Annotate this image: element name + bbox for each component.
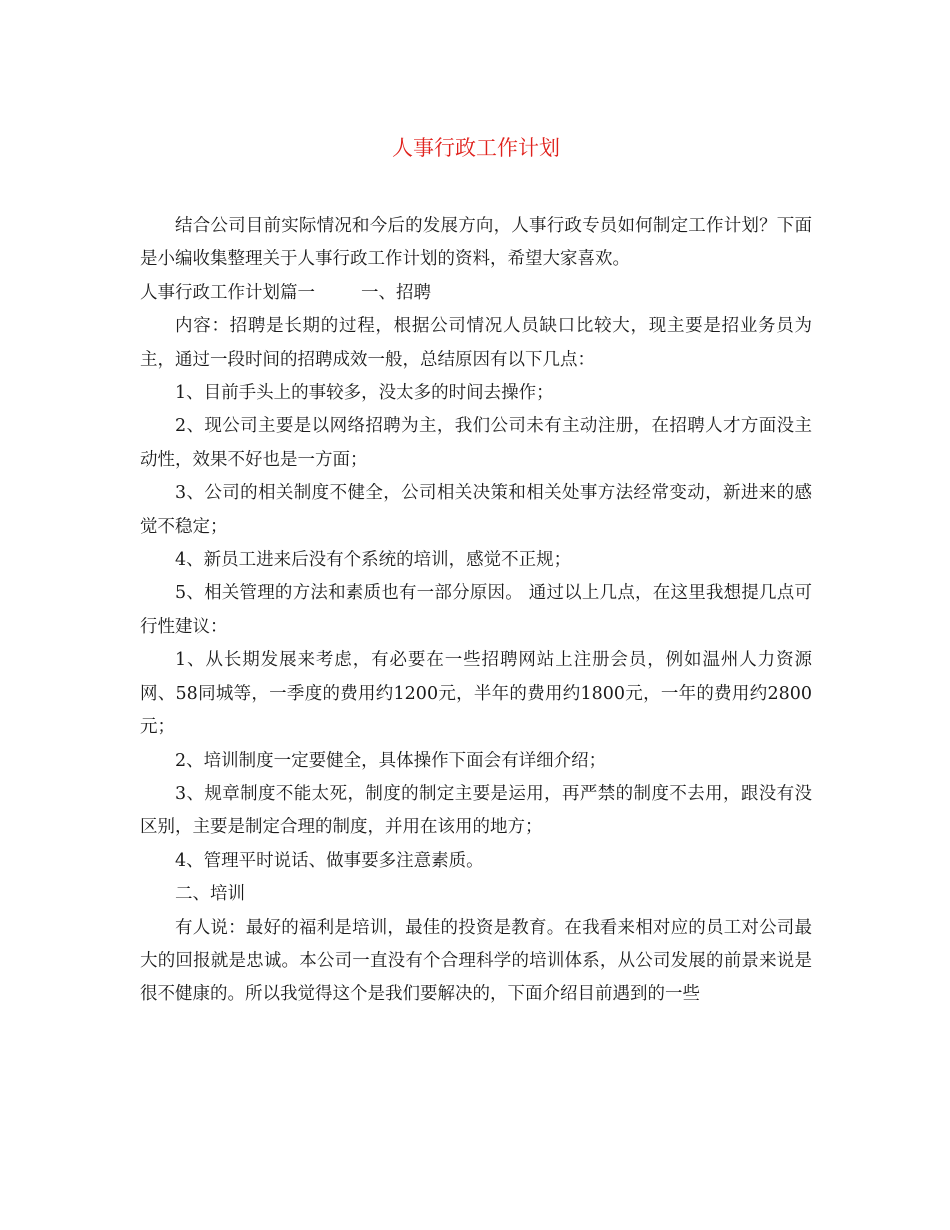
document-title: 人事行政工作计划 — [392, 136, 560, 160]
paragraph-suggestion-1: 1、从长期发展来考虑，有必要在一些招聘网站上注册会员，例如温州人力资源网、58同城等，一季度的费用约1200元，半年的费用约1800元，一年的费用约2800元； — [140, 650, 812, 738]
paragraph-suggestion-2: 2、培训制度一定要健全，具体操作下面会有详细介绍； — [175, 750, 607, 771]
document-body — [140, 122, 812, 1012]
intro-paragraph: 结合公司目前实际情况和今后的发展方向，人事行政专员如何制定工作计划？下面是小编收集整理关于人事行政工作计划的资料，希望大家喜欢。 — [140, 216, 812, 270]
section2-heading: 二、培训 — [175, 884, 245, 905]
paragraph-recruit-content: 内容：招聘是长期的过程，根据公司情况人员缺口比较大，现主要是招业务员为主，通过一段时间的招聘成效一般，总结原因有以下几点： — [140, 316, 812, 370]
paragraph-reason-2: 2、现公司主要是以网络招聘为主，我们公司未有主动注册，在招聘人才方面没主动性，效果不好也是一方面； — [140, 416, 812, 470]
paragraph-reason-3: 3、公司的相关制度不健全，公司相关决策和相关处事方法经常变动，新进来的感觉不稳定； — [140, 483, 812, 537]
paragraph-suggestion-4: 4、管理平时说话、做事要多注意素质。 — [175, 850, 484, 871]
paragraph-training: 有人说：最好的福利是培训，最佳的投资是教育。在我看来相对应的员工对公司最大的回报就是忠诚。本公司一直没有个合理科学的培训体系，从公司发展的前景来说是很不健康的。所以我觉得这个是我们要解决的，下面介绍目前遇到的一些 — [140, 917, 812, 1005]
paragraph-reason-5: 5、相关管理的方法和素质也有一部分原因。 通过以上几点，在这里我想提几点可行性建议： — [140, 583, 812, 637]
section-heading-line — [140, 277, 812, 310]
section1-heading: 一、招聘 — [361, 282, 431, 303]
paragraph-reason-4: 4、新员工进来后没有个系统的培训，感觉不正规； — [175, 550, 572, 571]
paragraph-reason-1: 1、目前手头上的事较多，没太多的时间去操作； — [175, 383, 554, 404]
section-label: 人事行政工作计划篇一 — [140, 282, 315, 303]
paragraph-suggestion-3: 3、规章制度不能太死，制度的制定主要是运用，再严禁的制度不去用，跟没有没区别，主要是制定合理的制度，并用在该用的地方； — [140, 783, 812, 838]
